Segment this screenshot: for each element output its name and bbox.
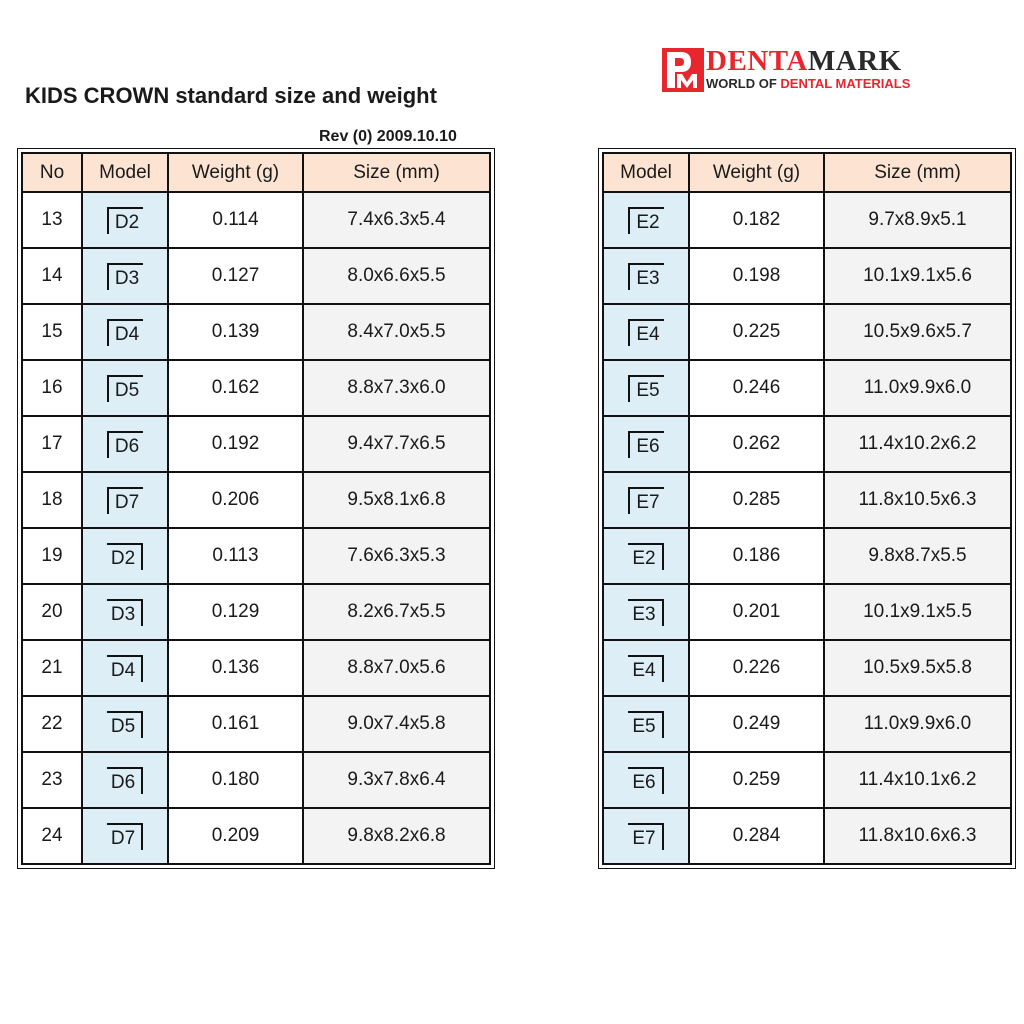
weight-cell: 0.284: [689, 808, 824, 864]
brand-name-dark: MARK: [807, 45, 902, 77]
row-number: 15: [22, 304, 82, 360]
model-code: D5: [107, 711, 143, 738]
dentamark-monogram-icon: [662, 48, 704, 92]
model-cell: [82, 752, 168, 808]
model-code: D6: [107, 431, 143, 458]
row-number: 14: [22, 248, 82, 304]
model-cell: [82, 528, 168, 584]
model-cell: [82, 472, 168, 528]
table-row: [603, 304, 1011, 360]
column-header-weight: Weight (g): [168, 153, 303, 192]
model-code: E7: [628, 487, 663, 514]
size-cell: 10.1x9.1x5.5: [824, 584, 1011, 640]
model-cell: [603, 360, 689, 416]
model-code: E4: [628, 655, 663, 682]
table-row: [603, 416, 1011, 472]
row-number: 17: [22, 416, 82, 472]
model-code: D4: [107, 319, 143, 346]
model-cell: [82, 304, 168, 360]
size-cell: 8.0x6.6x5.5: [303, 248, 490, 304]
model-cell: [603, 192, 689, 248]
model-code: E6: [628, 431, 663, 458]
column-header-model: Model: [603, 153, 689, 192]
model-cell: [82, 360, 168, 416]
weight-cell: 0.161: [168, 696, 303, 752]
weight-cell: 0.206: [168, 472, 303, 528]
column-header-weight: Weight (g): [689, 153, 824, 192]
table-row: [22, 640, 490, 696]
weight-cell: 0.136: [168, 640, 303, 696]
size-cell: 9.4x7.7x6.5: [303, 416, 490, 472]
model-cell: [603, 248, 689, 304]
column-header-model: Model: [82, 153, 168, 192]
table-row: [603, 248, 1011, 304]
column-header-no: No: [22, 153, 82, 192]
table-row: [603, 192, 1011, 248]
model-cell: [82, 416, 168, 472]
column-header-size: Size (mm): [824, 153, 1011, 192]
table-header-row: [22, 153, 490, 192]
weight-cell: 0.162: [168, 360, 303, 416]
weight-cell: 0.249: [689, 696, 824, 752]
model-code: E6: [628, 767, 663, 794]
model-code: E2: [628, 543, 663, 570]
weight-cell: 0.246: [689, 360, 824, 416]
table-row: [22, 808, 490, 864]
size-cell: 8.4x7.0x5.5: [303, 304, 490, 360]
weight-cell: 0.262: [689, 416, 824, 472]
table-row: [603, 696, 1011, 752]
row-number: 16: [22, 360, 82, 416]
model-cell: [603, 528, 689, 584]
model-code: D3: [107, 263, 143, 290]
size-cell: 10.5x9.6x5.7: [824, 304, 1011, 360]
table-row: [22, 528, 490, 584]
model-code: D4: [107, 655, 143, 682]
size-cell: 11.0x9.9x6.0: [824, 696, 1011, 752]
right-size-table: [602, 152, 1012, 865]
table-header-row: [603, 153, 1011, 192]
page-title: KIDS CROWN standard size and weight: [25, 83, 437, 108]
model-cell: [603, 304, 689, 360]
weight-cell: 0.225: [689, 304, 824, 360]
model-code: E3: [628, 263, 663, 290]
weight-cell: 0.201: [689, 584, 824, 640]
weight-cell: 0.180: [168, 752, 303, 808]
weight-cell: 0.226: [689, 640, 824, 696]
model-cell: [82, 808, 168, 864]
weight-cell: 0.182: [689, 192, 824, 248]
row-number: 23: [22, 752, 82, 808]
model-cell: [603, 640, 689, 696]
model-cell: [603, 696, 689, 752]
table-row: [22, 192, 490, 248]
weight-cell: 0.139: [168, 304, 303, 360]
tagline-red: DENTAL MATERIALS: [780, 76, 911, 91]
model-code: E5: [628, 375, 663, 402]
brand-name-red: DENTA: [706, 45, 808, 77]
size-cell: 10.1x9.1x5.6: [824, 248, 1011, 304]
size-cell: 10.5x9.5x5.8: [824, 640, 1011, 696]
weight-cell: 0.113: [168, 528, 303, 584]
model-cell: [603, 416, 689, 472]
weight-cell: 0.127: [168, 248, 303, 304]
table-row: [22, 416, 490, 472]
table-row: [603, 472, 1011, 528]
weight-cell: 0.129: [168, 584, 303, 640]
table-row: [603, 584, 1011, 640]
table-row: [603, 808, 1011, 864]
weight-cell: 0.198: [689, 248, 824, 304]
revision-label: Rev (0) 2009.10.10: [319, 128, 457, 145]
table-row: [22, 360, 490, 416]
table-row: [22, 472, 490, 528]
size-cell: 9.0x7.4x5.8: [303, 696, 490, 752]
model-code: E5: [628, 711, 663, 738]
size-cell: 11.8x10.5x6.3: [824, 472, 1011, 528]
model-cell: [82, 696, 168, 752]
brand-tagline: [706, 76, 910, 92]
dentamark-logo: [662, 46, 942, 96]
model-code: D7: [107, 823, 143, 850]
tagline-dark: WORLD OF: [706, 76, 777, 91]
table-row: [22, 696, 490, 752]
model-cell: [82, 640, 168, 696]
row-number: 13: [22, 192, 82, 248]
size-cell: 11.4x10.2x6.2: [824, 416, 1011, 472]
model-code: D6: [107, 767, 143, 794]
size-cell: 9.7x8.9x5.1: [824, 192, 1011, 248]
left-size-table: [21, 152, 491, 865]
column-header-size: Size (mm): [303, 153, 490, 192]
model-cell: [82, 248, 168, 304]
model-cell: [603, 808, 689, 864]
row-number: 19: [22, 528, 82, 584]
model-cell: [603, 584, 689, 640]
model-cell: [82, 584, 168, 640]
weight-cell: 0.209: [168, 808, 303, 864]
size-cell: 11.4x10.1x6.2: [824, 752, 1011, 808]
row-number: 18: [22, 472, 82, 528]
model-code: D2: [107, 543, 143, 570]
size-cell: 11.0x9.9x6.0: [824, 360, 1011, 416]
model-code: E2: [628, 207, 663, 234]
weight-cell: 0.114: [168, 192, 303, 248]
table-row: [603, 528, 1011, 584]
weight-cell: 0.192: [168, 416, 303, 472]
size-cell: 8.2x6.7x5.5: [303, 584, 490, 640]
weight-cell: 0.285: [689, 472, 824, 528]
brand-name: [706, 46, 902, 76]
size-cell: 7.6x6.3x5.3: [303, 528, 490, 584]
table-row: [603, 360, 1011, 416]
model-code: D2: [107, 207, 143, 234]
table-row: [22, 248, 490, 304]
table-row: [603, 752, 1011, 808]
model-code: E7: [628, 823, 663, 850]
model-cell: [603, 752, 689, 808]
weight-cell: 0.259: [689, 752, 824, 808]
model-code: E3: [628, 599, 663, 626]
size-cell: 11.8x10.6x6.3: [824, 808, 1011, 864]
size-cell: 7.4x6.3x5.4: [303, 192, 490, 248]
row-number: 20: [22, 584, 82, 640]
weight-cell: 0.186: [689, 528, 824, 584]
table-row: [22, 752, 490, 808]
size-cell: 9.5x8.1x6.8: [303, 472, 490, 528]
model-cell: [603, 472, 689, 528]
table-row: [22, 304, 490, 360]
table-row: [603, 640, 1011, 696]
row-number: 21: [22, 640, 82, 696]
size-cell: 8.8x7.0x5.6: [303, 640, 490, 696]
row-number: 24: [22, 808, 82, 864]
size-cell: 8.8x7.3x6.0: [303, 360, 490, 416]
model-code: D5: [107, 375, 143, 402]
model-code: D7: [107, 487, 143, 514]
size-cell: 9.3x7.8x6.4: [303, 752, 490, 808]
model-code: D3: [107, 599, 143, 626]
row-number: 22: [22, 696, 82, 752]
size-cell: 9.8x8.2x6.8: [303, 808, 490, 864]
model-cell: [82, 192, 168, 248]
table-row: [22, 584, 490, 640]
size-cell: 9.8x8.7x5.5: [824, 528, 1011, 584]
model-code: E4: [628, 319, 663, 346]
